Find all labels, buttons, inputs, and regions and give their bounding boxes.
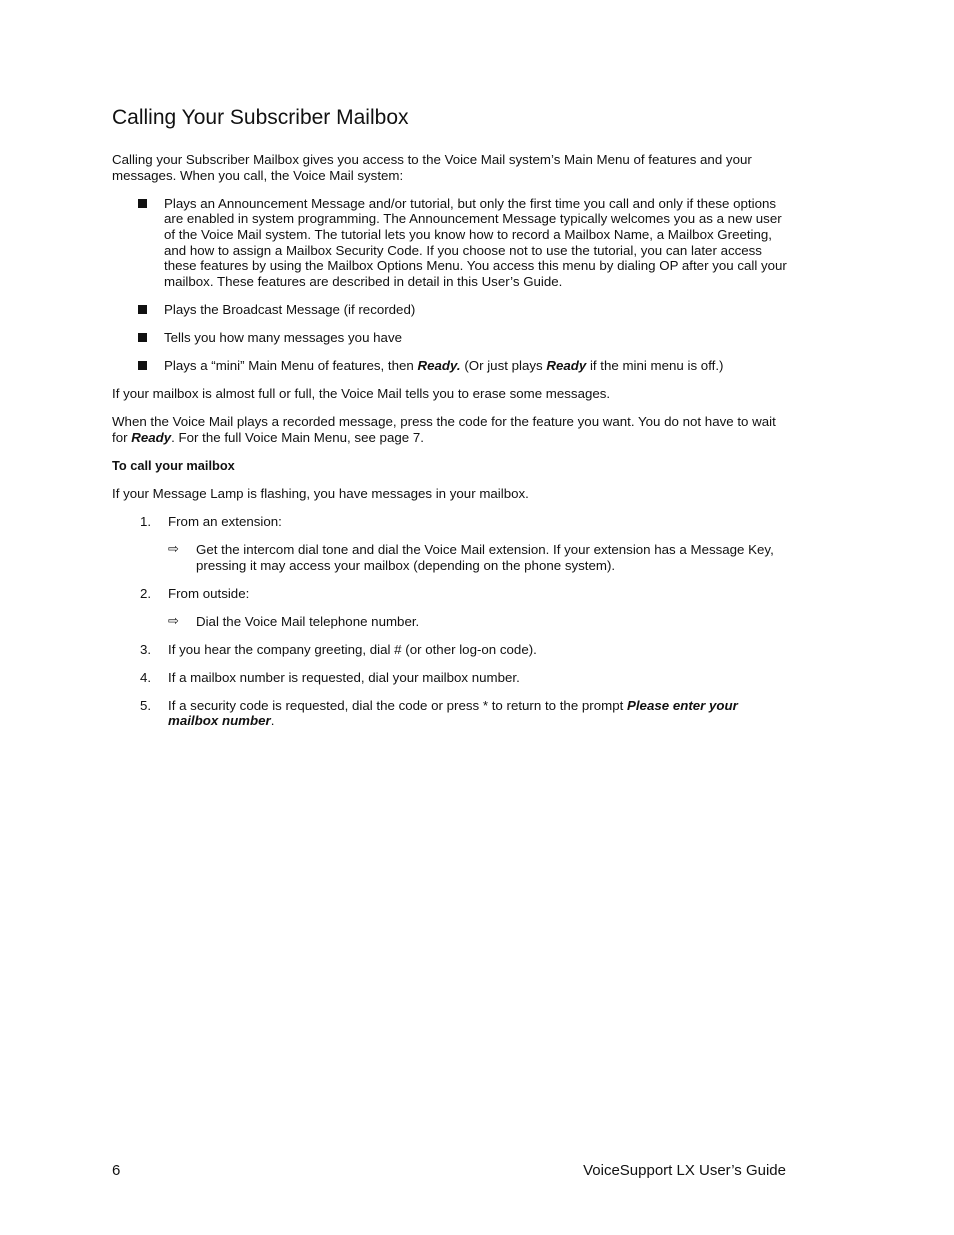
bullet-square-icon bbox=[138, 305, 147, 314]
step-item: 3. If you hear the company greeting, dial # (or other log-on code). bbox=[140, 641, 537, 657]
list-item: Plays an Announcement Message and/or tutorial, but only the first time you call and only if these options are enabled in system programming. The Announcement Message typically welcomes you as a new user of the Voice Mail system. The tutorial lets you know how to record a Mailbox Name, a Mailbox Greeting, and how to assign a Mailbox Security Code. If you choose not to use the tutorial, you can later access these features by using the Mailbox Options Menu. You access this menu by dialing OP after you call your mailbox. These features are described in detail in this User’s Guide. bbox=[112, 196, 788, 290]
step-number: 3. bbox=[140, 641, 152, 657]
sub-step: ⇨ Dial the Voice Mail telephone number. bbox=[168, 612, 420, 629]
arrow-right-icon: ⇨ bbox=[168, 541, 179, 557]
bullet-square-icon bbox=[138, 333, 147, 342]
step-number: 2. bbox=[140, 585, 152, 601]
procedure-steps bbox=[112, 514, 788, 729]
step-number: 5. bbox=[140, 697, 152, 713]
sub-step: ⇨ Get the intercom dial tone and dial the Voice Mail extension. If your extension has a Message Key, pressing it may access your mailbox (depending on the phone system). bbox=[168, 541, 774, 573]
mailbox-number-prompt: Please enter your mailbox number bbox=[168, 697, 738, 729]
bullet-square-icon bbox=[138, 199, 147, 208]
step-item: 2. From outside: ⇨ Dial the Voice Mail telephone number. bbox=[112, 586, 788, 630]
step-item: 1. From an extension: ⇨ Get the intercom dial tone and dial the Voice Mail extension. If your extension has a Message Key, pressing it may access your mailbox (depending on the phone system). bbox=[112, 514, 788, 573]
list-item: Plays the Broadcast Message (if recorded) bbox=[112, 302, 788, 318]
step-number: 1. bbox=[140, 514, 152, 530]
arrow-right-icon: ⇨ bbox=[168, 612, 179, 628]
list-item: Tells you how many messages you have bbox=[112, 330, 788, 346]
feature-bullet-list bbox=[112, 196, 788, 374]
intro-paragraph: Calling your Subscriber Mailbox gives you access to the Voice Mail system’s Main Menu of features and your messages. When you call, the Voice Mail system: bbox=[112, 152, 752, 183]
ready-prompt: Ready. bbox=[417, 357, 461, 373]
mailbox-full-paragraph: If your mailbox is almost full or full, the Voice Mail tells you to erase some messages. bbox=[112, 385, 611, 401]
message-lamp-note: If your Message Lamp is flashing, you have messages in your mailbox. bbox=[112, 486, 529, 502]
procedure-heading: To call your mailbox bbox=[112, 457, 235, 473]
playback-paragraph: When the Voice Mail plays a recorded message, press the code for the feature you want. You do not have to wait for Ready. For the full Voice Main Menu, see page 7. bbox=[112, 414, 776, 445]
document-title: VoiceSupport LX User’s Guide bbox=[583, 1162, 786, 1179]
step-number: 4. bbox=[140, 669, 152, 685]
step-item: 5. If a security code is requested, dial the code or press * to return to the prompt Please enter your mailbox number. bbox=[140, 697, 738, 729]
page-title: Calling Your Subscriber Mailbox bbox=[112, 106, 409, 129]
page-number: 6 bbox=[112, 1162, 121, 1179]
ready-prompt: Ready bbox=[131, 429, 172, 445]
page-content bbox=[112, 104, 788, 741]
ready-prompt: Ready bbox=[546, 357, 587, 373]
step-item: 4. If a mailbox number is requested, dial your mailbox number. bbox=[140, 669, 520, 685]
bullet-square-icon bbox=[138, 361, 147, 370]
list-item: Plays a “mini” Main Menu of features, then Ready. (Or just plays Ready if the mini menu is off.) bbox=[112, 358, 788, 374]
